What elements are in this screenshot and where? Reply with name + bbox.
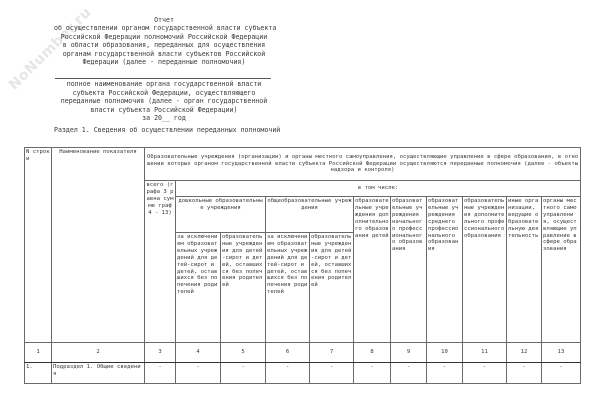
caption-line: субъекта Российской Федерации, осуществляющего: [72, 88, 256, 97]
column-number: 1: [25, 343, 52, 363]
row-value: -: [507, 363, 542, 384]
column-number: 7: [310, 343, 354, 363]
row-value: -: [427, 363, 463, 384]
header-preschool: дошкольные образовательные учреждения: [176, 197, 266, 233]
row-value: -: [221, 363, 266, 384]
header-row-number: N строки: [25, 148, 52, 343]
row-value: -: [463, 363, 507, 384]
column-number: 2: [52, 343, 145, 363]
column-number: 5: [221, 343, 266, 363]
row-value: -: [310, 363, 354, 384]
row-value: -: [176, 363, 221, 384]
caption-line: полное наименование органа государственной власти: [66, 80, 262, 88]
authority-caption: [54, 80, 274, 123]
section-heading: Раздел 1. Сведения об осуществлении переданных полномочий: [54, 126, 281, 134]
header-indicator-name: Наименование показателя: [52, 148, 145, 343]
column-number: 4: [176, 343, 221, 363]
column-number: 3: [145, 343, 176, 363]
report-title-line: об осуществлении органом государственной власти субъекта: [54, 24, 277, 33]
report-title-line: Российской Федерации полномочий Российской Федерации: [60, 32, 268, 41]
header-preschool-excl: за исключением образовательных учреждений для детей-сирот и детей, оставшихся без попечения родителей: [176, 233, 221, 343]
report-title-line: в области образования, переданных для осуществления: [62, 41, 266, 50]
table-row: [25, 363, 581, 384]
header-total: всего (графа 3 равна сумме граф 4 - 13): [145, 181, 176, 343]
column-number: 11: [463, 343, 507, 363]
row-value: -: [542, 363, 581, 384]
header-general-orphans: образовательные учреждения для детей-сирот и детей, оставшихся без попечения родителей: [310, 233, 354, 343]
column-number-row: [25, 343, 581, 363]
header-col10: образовательные учреждения среднего профессионального образования: [427, 197, 463, 343]
report-table: [24, 147, 581, 384]
report-title-line: Федерации (далее - переданные полномочия): [82, 58, 246, 67]
header-col8: образовательные учреждения дополнительного образования детей: [354, 197, 391, 343]
report-year: за 20__ год: [142, 114, 186, 123]
watermark: NoNumber.ru: [6, 4, 95, 94]
row-name: Подраздел 1. Общие сведения: [52, 363, 145, 384]
row-value: -: [266, 363, 310, 384]
header-general-excl: за исключением образовательных учреждений для детей-сирот и детей, оставшихся без попечения родителей: [266, 233, 310, 343]
column-number: 6: [266, 343, 310, 363]
row-value: -: [354, 363, 391, 384]
row-value: -: [391, 363, 427, 384]
column-number: 13: [542, 343, 581, 363]
header-including: в том числе:: [176, 181, 581, 197]
report-title-line: Отчет: [154, 16, 174, 24]
fill-in-line: [55, 78, 271, 79]
report-title-line: органам государственной власти субъектов Российской: [62, 49, 266, 58]
header-preschool-orphans: образовательные учреждения для детей-сирот и детей, оставшихся без попечения родителей: [221, 233, 266, 343]
caption-line: переданные полномочия (далее - орган государственной: [60, 97, 268, 106]
column-number: 10: [427, 343, 463, 363]
report-title: [54, 16, 277, 67]
header-col13: органы местного самоуправления, осуществляющие управление в сфере образования: [542, 197, 581, 343]
row-value: -: [145, 363, 176, 384]
header-col12: иные организации, ведущие образовательную деятельность: [507, 197, 542, 343]
column-number: 8: [354, 343, 391, 363]
column-number: 9: [391, 343, 427, 363]
row-number: 1.: [25, 363, 52, 384]
header-general: общеобразовательные учреждения: [266, 197, 354, 233]
header-col11: образовательные учреждения дополнительного профессионального образования: [463, 197, 507, 343]
header-col9: образовательные учреждения начального профессионального образования: [391, 197, 427, 343]
column-number: 12: [507, 343, 542, 363]
header-group: Образовательные учреждения (организации) и органы местного самоуправления, осуществляющие управление в сфере образования, в отношении которых органом государственной власти субъекта Российской Федерации осуществляются переданные полномочия (далее - объекты надзора и контроля): [145, 148, 581, 181]
caption-line: власти субъекта Российской Федерации): [90, 105, 238, 114]
